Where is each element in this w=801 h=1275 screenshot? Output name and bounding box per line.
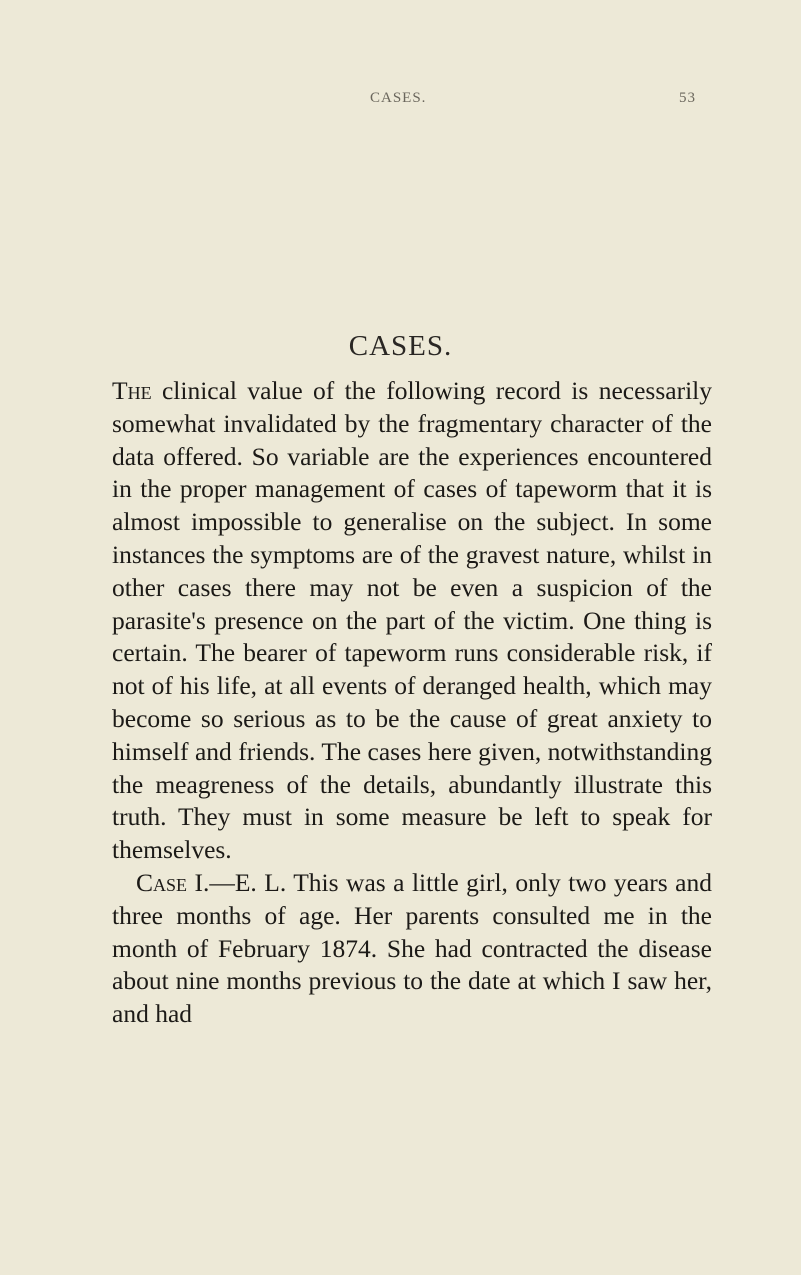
paragraph	[112, 867, 712, 1031]
page-number: 53	[679, 90, 696, 106]
case-heading: Case I.	[136, 867, 210, 897]
paragraph-text: clinical value of the following record is necessarily somewhat invalidated by the fragmentary character of the data offered. So variable are the experiences encountered in the proper management of cases of tapeworm that it is almost impossible to generalise on the subject. In some instances the symptoms are of the gravest nature, whilst in other cases there may not be even a suspicion of the parasite's presence on the part of the victim. One thing is certain. The bearer of tapeworm runs considerable risk, if not of his life, at all events of deranged health, which may become so serious as to be the cause of great anxiety to himself and friends. The cases here given, notwithstanding the meagreness of the details, abundantly illustrate this truth. They must in some measure be left to speak for themselves.	[112, 376, 712, 865]
running-title: CASES.	[370, 90, 427, 106]
paragraph-text: —E. L. This was a little girl, only two years and three months of age. Her parents consulted me in the month of February 1874. She had contracted the disease about nine months previous to the date at which I saw her, and had	[112, 867, 713, 1029]
paragraph	[112, 375, 712, 867]
paragraph-lead: The	[112, 376, 152, 405]
body-text	[112, 375, 712, 1031]
chapter-title: CASES.	[348, 330, 453, 362]
